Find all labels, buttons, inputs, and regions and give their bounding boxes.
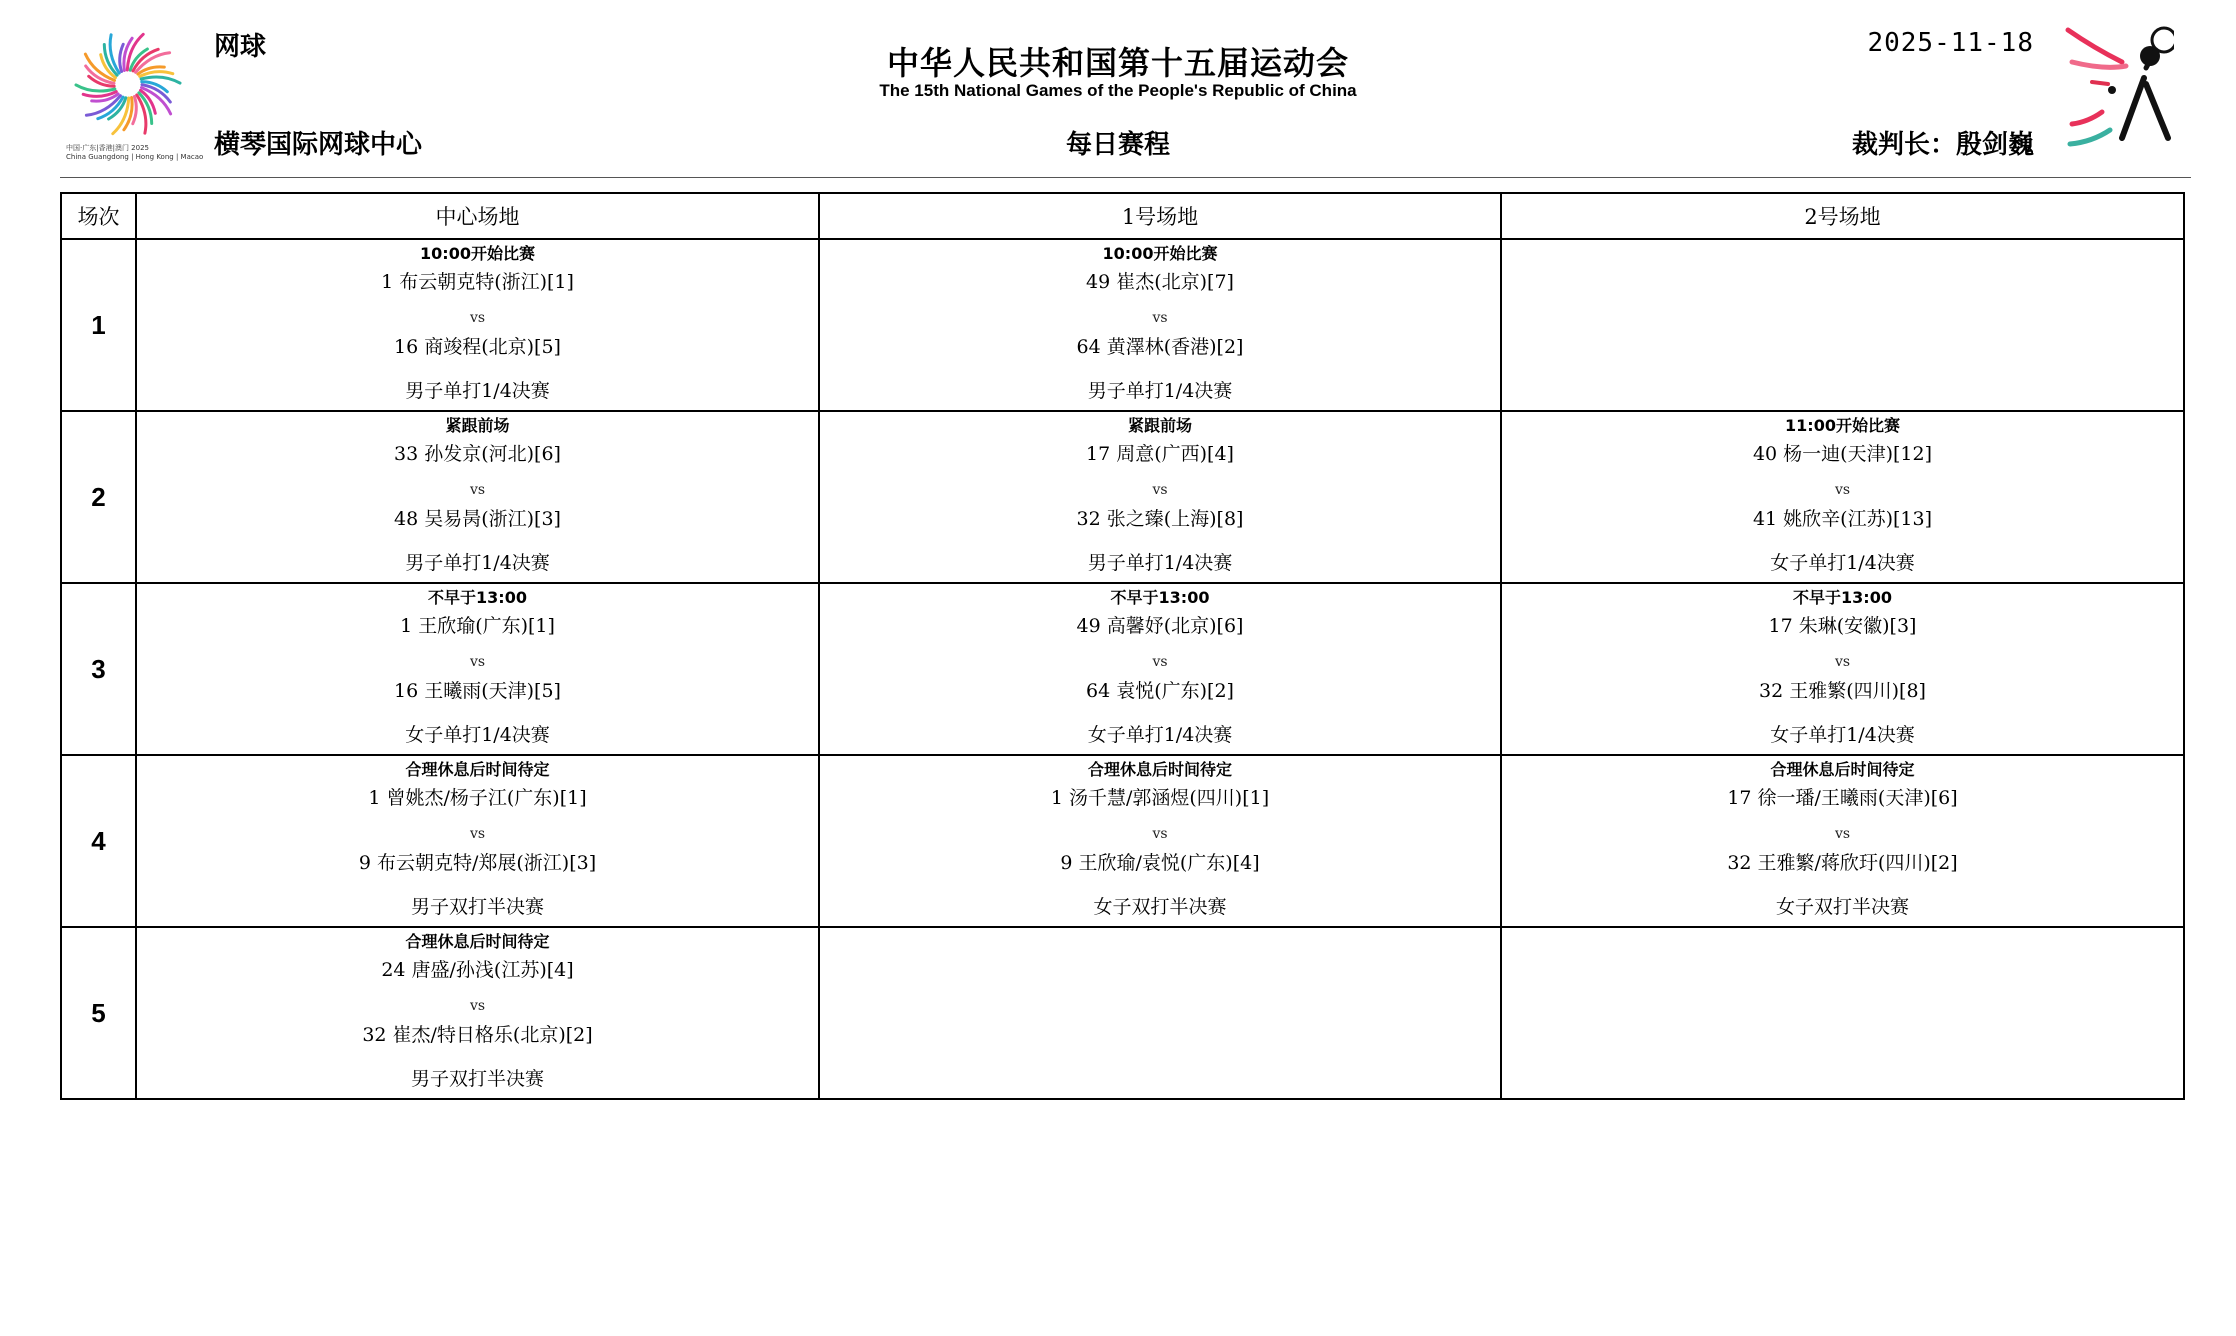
table-row — [61, 239, 2184, 411]
versus-label: vs — [469, 654, 486, 670]
versus-label: vs — [1152, 654, 1168, 670]
event-name: 男子双打半决赛 — [410, 896, 544, 918]
match-cell — [136, 583, 819, 755]
match-cell — [1501, 755, 2184, 927]
table-row — [61, 411, 2184, 583]
player-one: 33 孙发京(河北)[6] — [394, 443, 561, 465]
player-one: 17 朱琳(安徽)[3] — [1768, 615, 1917, 637]
player-one: 1 曾姚杰/杨子江(广东)[1] — [368, 787, 587, 809]
player-two: 64 黄澤林(香港)[2] — [1076, 336, 1244, 358]
col-header-court-2: 2号场地 — [1501, 193, 2184, 239]
match-time: 11:00开始比赛 — [1785, 416, 1900, 435]
col-header-center-court: 中心场地 — [136, 193, 819, 239]
match-time: 合理休息后时间待定 — [1770, 760, 1915, 779]
match-time: 10:00开始比赛 — [420, 244, 535, 263]
match-cell — [1501, 583, 2184, 755]
event-name: 男子单打1/4决赛 — [1087, 552, 1233, 574]
player-two: 32 王雅繁/蒋欣玗(四川)[2] — [1727, 852, 1958, 874]
logo-caption-line2: China Guangdong | Hong Kong | Macao — [66, 153, 204, 161]
player-one: 17 徐一璠/王曦雨(天津)[6] — [1727, 787, 1958, 809]
player-two: 9 布云朝克特/郑展(浙江)[3] — [358, 852, 597, 874]
table-row — [61, 927, 2184, 1099]
logo-caption-line1: 中国·广东|香港|澳门 2025 — [66, 144, 149, 152]
sport-name: 网球 — [214, 32, 267, 62]
player-two: 32 崔杰/特日格乐(北京)[2] — [362, 1024, 593, 1046]
player-two: 64 袁悦(广东)[2] — [1086, 680, 1234, 702]
player-two: 16 商竣程(北京)[5] — [394, 336, 561, 358]
player-two: 32 王雅繁(四川)[8] — [1759, 680, 1926, 702]
venue-name: 横琴国际网球中心 — [214, 130, 423, 160]
match-time: 10:00开始比赛 — [1102, 244, 1218, 263]
event-name: 男子单打1/4决赛 — [405, 380, 550, 402]
round-number: 2 — [61, 411, 136, 583]
event-name: 男子单打1/4决赛 — [1087, 380, 1233, 402]
round-number: 5 — [61, 927, 136, 1099]
player-one: 1 王欣瑜(广东)[1] — [400, 615, 555, 637]
match-cell — [1501, 411, 2184, 583]
schedule-table — [60, 192, 2185, 1100]
col-header-round: 场次 — [61, 193, 136, 239]
header-divider — [60, 177, 2191, 178]
versus-label: vs — [1834, 826, 1851, 842]
player-one: 40 杨一迪(天津)[12] — [1752, 443, 1933, 465]
table-row — [61, 583, 2184, 755]
page-title-en: The 15th National Games of the People's Republic of China — [879, 81, 1357, 100]
schedule-subtitle: 每日赛程 — [1065, 130, 1170, 160]
versus-label: vs — [1834, 654, 1851, 670]
event-name: 女子单打1/4决赛 — [1770, 724, 1915, 746]
match-cell — [819, 411, 1501, 583]
player-one: 49 崔杰(北京)[7] — [1086, 271, 1234, 293]
versus-label: vs — [1152, 826, 1168, 842]
schedule-date: 2025-11-18 — [1867, 28, 2034, 58]
match-cell — [136, 239, 819, 411]
versus-label: vs — [1834, 482, 1851, 498]
tennis-pictogram-icon — [2064, 26, 2174, 166]
match-cell — [819, 239, 1501, 411]
event-name: 男子单打1/4决赛 — [405, 552, 550, 574]
event-name: 女子单打1/4决赛 — [405, 724, 550, 746]
empty-cell — [819, 927, 1501, 1099]
match-cell — [819, 755, 1501, 927]
player-one: 1 汤千慧/郭涵煜(四川)[1] — [1050, 787, 1270, 809]
versus-label: vs — [469, 998, 486, 1014]
match-cell — [136, 755, 819, 927]
round-number: 1 — [61, 239, 136, 411]
round-number: 3 — [61, 583, 136, 755]
event-name: 男子双打半决赛 — [410, 1068, 544, 1090]
event-name: 女子单打1/4决赛 — [1087, 724, 1233, 746]
match-time: 不早于13:00 — [428, 588, 527, 607]
match-time: 合理休息后时间待定 — [1087, 760, 1232, 779]
match-time: 紧跟前场 — [445, 416, 510, 435]
player-one: 17 周意(广西)[4] — [1086, 443, 1234, 465]
match-cell — [136, 411, 819, 583]
player-two: 41 姚欣辛(江苏)[13] — [1752, 508, 1933, 530]
match-time: 合理休息后时间待定 — [405, 760, 550, 779]
player-two: 32 张之臻(上海)[8] — [1076, 508, 1244, 530]
match-time: 不早于13:00 — [1110, 588, 1210, 607]
event-name: 女子单打1/4决赛 — [1770, 552, 1915, 574]
versus-label: vs — [1152, 310, 1168, 326]
versus-label: vs — [469, 826, 486, 842]
match-cell — [819, 583, 1501, 755]
event-name: 女子双打半决赛 — [1775, 896, 1909, 918]
match-time: 合理休息后时间待定 — [405, 932, 550, 951]
versus-label: vs — [469, 482, 486, 498]
match-time: 紧跟前场 — [1127, 416, 1192, 435]
player-two: 48 吴易昺(浙江)[3] — [394, 508, 561, 530]
player-one: 49 高馨妤(北京)[6] — [1076, 615, 1244, 637]
player-one: 1 布云朝克特(浙江)[1] — [381, 271, 574, 293]
round-number: 4 — [61, 755, 136, 927]
event-name: 女子双打半决赛 — [1093, 896, 1227, 918]
player-one: 24 唐盛/孙浅(江苏)[4] — [381, 959, 574, 981]
empty-cell — [1501, 239, 2184, 411]
referee: 裁判长：殷剑巍 — [1851, 130, 2034, 160]
player-two: 16 王曦雨(天津)[5] — [394, 680, 561, 702]
versus-label: vs — [1152, 482, 1168, 498]
versus-label: vs — [469, 310, 486, 326]
empty-cell — [1501, 927, 2184, 1099]
table-row — [61, 755, 2184, 927]
match-time: 不早于13:00 — [1793, 588, 1892, 607]
col-header-court-1: 1号场地 — [819, 193, 1501, 239]
match-cell — [136, 927, 819, 1099]
table-header-row — [61, 193, 2184, 239]
page-title: 中华人民共和国第十五届运动会 — [886, 44, 1349, 82]
player-two: 9 王欣瑜/袁悦(广东)[4] — [1060, 852, 1260, 874]
